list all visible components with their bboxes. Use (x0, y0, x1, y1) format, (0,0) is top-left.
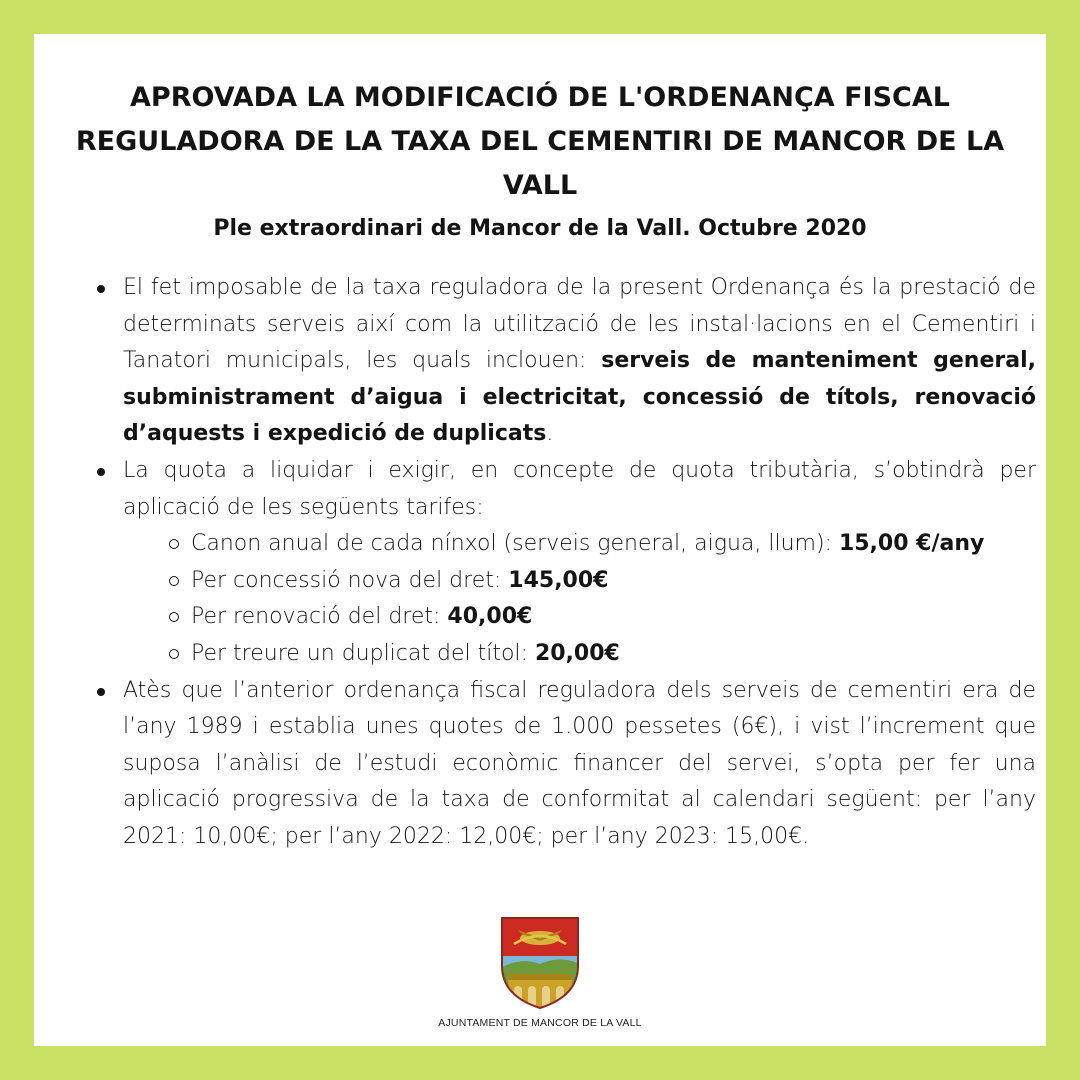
list-item-taxable-event (89, 270, 1036, 453)
announcement-card (34, 34, 1046, 1046)
tariff-price: 145,00€ (508, 567, 609, 593)
bullet-text: Atès que l’anterior ordenança fiscal reguladora dels serveis de cementiri era de l’any 1989 i establia unes quotes de 1.000 pessetes (6€), i vist l’increment que suposa l’anàlisi de l’estudi econòmic financer del servei, s’opta per fer una aplicació progressiva de la taxa de conformitat al calendari següent: per l’any 2021: 10,00€; per l’any 2022: 12,00€; per l’any 2023: 15,00€. (123, 677, 1036, 849)
tariff-price: 20,00€ (534, 640, 620, 666)
tariff-price: 15,00 €/any (838, 531, 985, 557)
page-title: APROVADA LA MODIFICACIÓ DE L'ORDENANÇA FISCAL REGULADORA DE LA TAXA DEL CEMENTIRI DE MANCOR DE LA VALL (75, 82, 1005, 201)
tariff-label: Per treure un duplicat del títol: (191, 640, 535, 666)
bullet-text: El fet imposable de la taxa reguladora de la present Ordenança és la prestació de determinats serveis així com la utilització de les instal·lacions en el Cementiri i Tanatori municipals, les quals inclouen: (123, 275, 1036, 374)
bullet-end: . (546, 421, 554, 447)
tariff-item (169, 563, 1036, 600)
tariff-item (169, 636, 1036, 673)
tariff-item (169, 599, 1036, 636)
tariff-list (123, 526, 1036, 672)
page-subtitle: Ple extraordinari de Mancor de la Vall. Octubre 2020 (213, 216, 867, 241)
tariff-label: Per concessió nova del dret: (191, 567, 509, 593)
list-item-progressive-application (89, 673, 1036, 856)
coat-of-arms-icon (488, 908, 592, 1012)
tariff-price: 40,00€ (447, 604, 533, 630)
list-item-tariffs (89, 453, 1036, 673)
bullet-list (89, 270, 1036, 856)
bullet-bold-text: serveis de manteniment general, subministrament d’aigua i electricitat, concessió de títols, renovació d’aquests i expedició de duplicats (123, 348, 1036, 447)
tariff-label: Canon anual de cada nínxol (serveis general, aigua, llum): (191, 531, 839, 557)
tariff-label: Per renovació del dret: (191, 604, 448, 630)
tariff-item (169, 526, 1036, 563)
footer-organization: AJUNTAMENT DE MANCOR DE LA VALL (438, 1017, 642, 1029)
bullet-text: La quota a liquidar i exigir, en concepte de quota tributària, s’obtindrà per aplicació de les següents tarifes: (123, 457, 1036, 520)
